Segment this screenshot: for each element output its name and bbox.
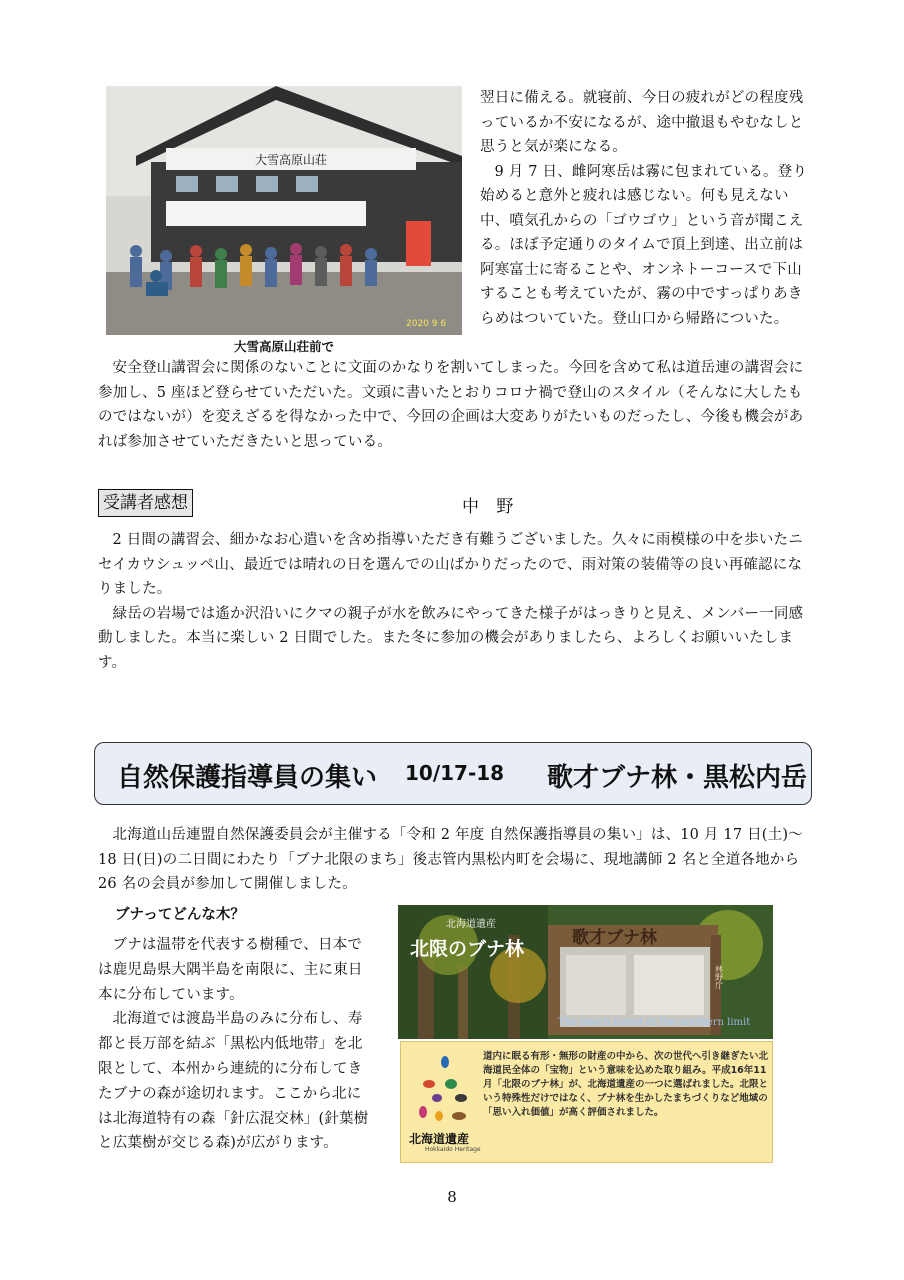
paragraph: 安全登山講習会に関係のないことに文面のかなりを割いてしまった。今回を含めて私は道岳連の講習会に参加し、5 座ほど登らせていただいた。文頭に書いたとおりコロナ禍で登山のスタイル（そんなに大したものではないが）を変えざるを得なかった中で、今回の企画は大変ありがたいものだったし、今後も機会があれば参加させていただきたいと思っている。 (98, 360, 804, 450)
banner-place: 歌才ブナ林・黒松内岳 (547, 763, 808, 793)
page-number: 8 (447, 1188, 457, 1206)
logo-label: 北海道遺産 (409, 1132, 470, 1146)
paragraph: ブナは温帯を代表する樹種で、日本では鹿児島県大隅半島を南限に、主に東日本に分布しています。 (98, 937, 363, 1003)
section-label: 受講者感想 (98, 489, 193, 517)
heritage-info-panel (400, 1041, 773, 1163)
paragraph: 北海道では渡島半島のみに分布し、寿都と長万部を結ぶ「黒松内低地帯」を北限として、本州から連続的に分布してきたブナの森が途切れます。ここから北には北海道特有の森「針広混交林」(針葉樹と広葉樹が交じる森)が広がります。 (98, 1011, 369, 1152)
paragraph: 緑岳の岩場では遙か沢沿いにクマの親子が水を飲みにやってきた様子がはっきりと見え、メンバー一同感動しました。本当に楽しい 2 日間でした。また冬に参加の機会がありましたら、よろしくお願いいたします。 (98, 605, 804, 671)
right-column-text (480, 86, 810, 331)
side-sign: 林野庁 (714, 965, 724, 989)
beech-forest-photo (398, 905, 773, 1039)
paragraph: 2 日間の講習会、細かなお心遣いを含め指導いただき有難うございました。久々に雨模様の中を歩いたニセイカウシュッペ山、最近では晴れの日を選んでの山ばかりだったので、雨対策の装備等の良い再確認になりました。 (98, 532, 803, 597)
photo-english-text: The beech forest at the northern limit (558, 1017, 751, 1028)
lodge-sign: 大雪高原山荘 (254, 153, 328, 167)
paragraph: 北海道山岳連盟自然保護委員会が主催する「令和 2 年度 自然保護指導員の集い」は、10 月 17 日(土)～18 日(日)の二日間にわたり「ブナ北限のまち」後志管内黒松内町を会場に、現地講師 2 名と全道各地から 26 名の会員が参加して開催しました。 (98, 827, 803, 892)
banner-title: 自然保護指導員の集い (117, 763, 378, 793)
buna-body (98, 933, 375, 1156)
section-banner (94, 742, 812, 805)
paragraph: 9 月 7 日、雌阿寒岳は霧に包まれている。登り始めると意外と疲れは感じない。何も見えない中、噴気孔からの「ゴウゴウ」という音が聞こえる。ほぼ予定通りのタイムで頂上到達、出立前は阿寒富士に寄ることや、オンネトーコースで下山することも考えていたが、霧の中ですっぱりあきらめはついていた。登山口から帰路についた。 (480, 163, 808, 327)
author-name: 中 野 (462, 497, 520, 517)
beech-forest-illustration (398, 905, 773, 1039)
forest-sign: 歌才ブナ林 (572, 928, 657, 948)
paragraph: 翌日に備える。就寝前、今日の疲れがどの程度残っているか不安になるが、途中撤退もやむなしと思うと気が楽になる。 (480, 90, 804, 155)
panel-text: 道内に眠る有形・無形の財産の中から、次の世代へ引き継ぎたい北海道民全体の「宝物」という意味を込めた取り組み。平成16年11月「北限のブナ林」が、北海道遺産の一つに選ばれました。北限という特殊性だけではなく、ブナ林を生かしたまちづくりなど地域の「思い入れ価値」が高く評価されました。 (483, 1051, 769, 1118)
photo-big-title: 北限のブナ林 (410, 938, 525, 960)
subheading: ブナってどんな木？ (115, 907, 245, 923)
lodge-group-photo (106, 86, 462, 335)
photo-caption: 大雪高原山荘前で (233, 339, 334, 354)
lodge-photo-illustration (106, 86, 462, 335)
impressions-body (98, 528, 810, 675)
banner-date: 10/17-18 (405, 761, 505, 785)
hokkaido-heritage-logo-icon (415, 1054, 473, 1126)
photo-date-stamp: 2020 9 6 (406, 319, 447, 329)
logo-subtitle: Hokkaido Heritage (425, 1146, 481, 1153)
photo-small-title: 北海道遺産 (446, 919, 496, 930)
